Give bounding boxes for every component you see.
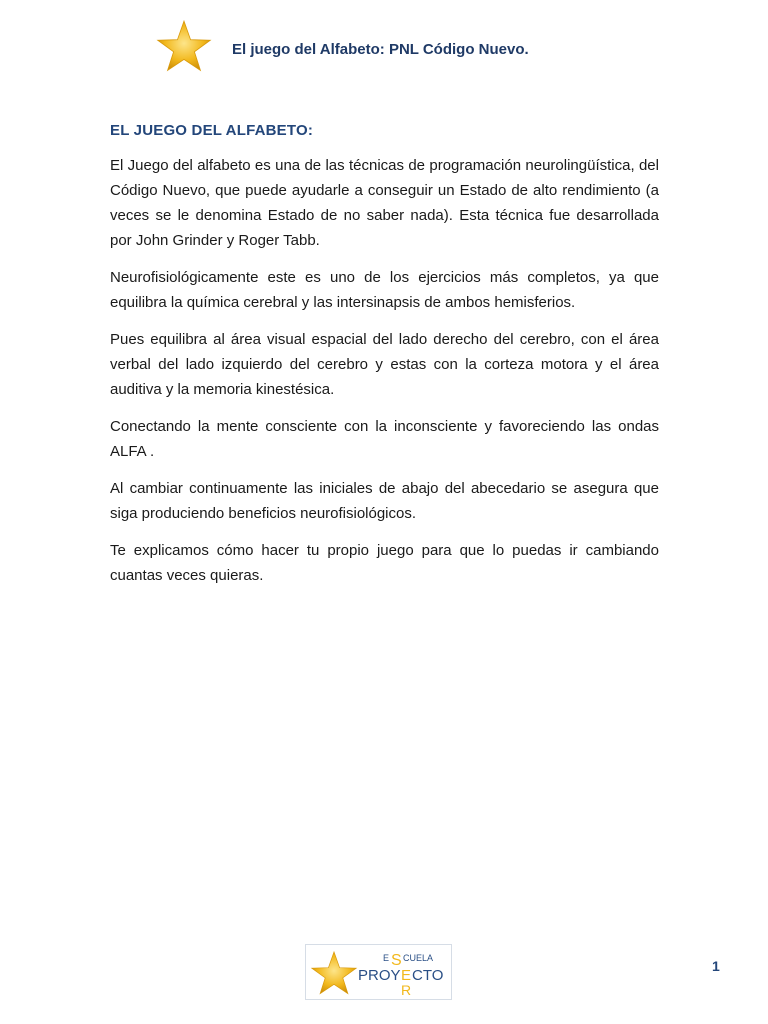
document-body	[110, 122, 659, 600]
star-icon	[310, 951, 358, 995]
svg-text:E: E	[401, 967, 412, 984]
logo-wordmark	[356, 947, 451, 999]
svg-text:E: E	[383, 953, 390, 963]
svg-text:R: R	[401, 982, 412, 998]
section-heading: EL JUEGO DEL ALFABETO:	[110, 122, 314, 139]
svg-text:CUELA: CUELA	[403, 953, 434, 963]
star-icon	[155, 20, 213, 72]
page-number: 1	[712, 958, 720, 974]
svg-text:S: S	[391, 952, 402, 969]
paragraph: Pues equilibra al área visual espacial del lado derecho del cerebro, con el área verbal del lado izquierdo del cerebro y estas con la corteza motora y el área auditiva y la memoria kinestésica.	[110, 331, 659, 398]
svg-text:PROY: PROY	[358, 967, 401, 984]
paragraph: Al cambiar continuamente las iniciales de abajo del abecedario se asegura que siga produciendo beneficios neurofisiológicos.	[110, 480, 659, 522]
svg-text:CTO: CTO	[412, 967, 444, 984]
paragraph: Te explicamos cómo hacer tu propio juego para que lo puedas ir cambiando cuantas veces quieras.	[110, 542, 659, 584]
document-title: El juego del Alfabeto: PNL Código Nuevo.	[232, 41, 529, 58]
page-header	[0, 0, 768, 100]
paragraph: Neurofisiológicamente este es uno de los ejercicios más completos, ya que equilibra la química cerebral y las intersinapsis de ambos hemisferios.	[110, 269, 659, 311]
paragraph: El Juego del alfabeto es una de las técnicas de programación neurolingüística, del Código Nuevo, que puede ayudarle a conseguir un Estado de alto rendimiento (a veces se le denomina Estado de no saber nada). Esta técnica fue desarrollada por John Grinder y Roger Tabb.	[110, 157, 659, 249]
escuela-proyecto-ser-logo	[305, 944, 452, 1000]
paragraph: Conectando la mente consciente con la inconsciente y favoreciendo las ondas ALFA .	[110, 418, 659, 460]
